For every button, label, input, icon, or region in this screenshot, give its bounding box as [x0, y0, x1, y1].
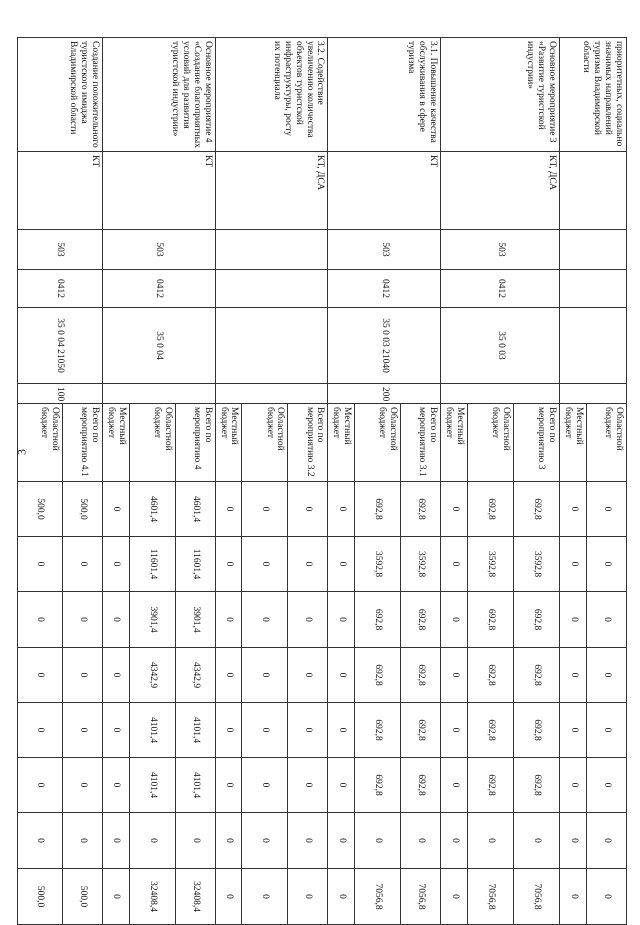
csr-code: 35 0 03 [441, 308, 560, 384]
table-row: Основное мероприятие 3 «Развитие туристской индустрии» КТ, ДСА 503 0412 35 0 03 Всего по мероприятию 3 692,8 3592,8 692,8 692,8 692,8 692,8 0 7056,8 [514, 38, 560, 925]
table-row: Местный бюджет 0 0 0 0 0 0 0 0 [102, 38, 129, 925]
grbs-code: 503 [17, 230, 102, 270]
vr-code [441, 384, 560, 404]
table-row: Областной бюджет 692,8 3592,8 692,8 692,8 692,8 692,8 0 7056,8 [468, 38, 514, 925]
csr-code [215, 308, 328, 384]
rz-code: 0412 [102, 270, 215, 308]
page-number: 3 [14, 449, 29, 455]
csr-code: 35 0 03 21040 [328, 308, 441, 384]
table-row: Местный бюджет 0 0 0 0 0 0 0 0 [215, 38, 242, 925]
executor: КТ, ДСА [215, 152, 328, 230]
table-row: Создание положительного туристского имиджа Владимирской области КТ 503 0412 35 0 04 21050 100 Всего по мероприятию 4.1 500,0 0 0 0 0 0 0 500,0 [62, 38, 102, 925]
rz-code: 0412 [441, 270, 560, 308]
executor: КТ [328, 152, 441, 230]
vr-code: 100 [17, 384, 102, 404]
table-row: Основное мероприятие 4 «Создание благоприятных условий для развития туристской индустрии» КТ 503 0412 35 0 04 Всего по мероприятию 4 4601,4 11601,4 3901,4 4342,9 4101,4 4101,4 0 32408,4 [175, 38, 215, 925]
rz-code: 0412 [17, 270, 102, 308]
funding-source: Областной бюджет [129, 404, 175, 482]
vr-code [215, 384, 328, 404]
table-row: Местный бюджет 0 0 0 0 0 0 0 0 [560, 38, 587, 925]
funding-source: Местный бюджет [328, 404, 355, 482]
funding-source: Областной бюджет [355, 404, 401, 482]
rotated-page [35, 37, 627, 912]
csr-code: 35 0 04 21050 [17, 308, 102, 384]
funding-source: Местный бюджет [441, 404, 468, 482]
funding-source: Всего по мероприятию 4.1 [62, 404, 102, 482]
funding-source: Всего по мероприятию 3 [514, 404, 560, 482]
measure-name: 3.1. Повышение качества обслуживания в сфере туризма [328, 38, 441, 152]
rz-code: 0412 [328, 270, 441, 308]
measure-name: Основное мероприятие 3 «Развитие туристской индустрии» [441, 38, 560, 152]
funding-source: Местный бюджет [215, 404, 242, 482]
funding-source: Всего по мероприятию 3.2 [288, 404, 328, 482]
grbs-code [215, 230, 328, 270]
vr-code: 200 [328, 384, 441, 404]
rz-code [215, 270, 328, 308]
grbs-code: 503 [102, 230, 215, 270]
funding-source: Областной бюджет [17, 404, 62, 482]
table-row: Местный бюджет 0 0 0 0 0 0 0 0 [328, 38, 355, 925]
measure-name: Основное мероприятие 4 «Создание благоприятных условий для развития туристской индустрии» [102, 38, 215, 152]
table-row: 3.1. Повышение качества обслуживания в сфере туризма КТ 503 0412 35 0 03 21040 200 Всего по мероприятию 3.1 692,8 3592,8 692,8 692,8 692,8 692,8 0 7056,8 [401, 38, 441, 925]
executor: КТ [17, 152, 102, 230]
funding-source: Всего по мероприятию 3.1 [401, 404, 441, 482]
measure-name: Создание положительного туристского имиджа Владимирской области [17, 38, 102, 152]
grbs-code: 503 [441, 230, 560, 270]
funding-source: Областной бюджет [587, 404, 627, 482]
executor: КТ, ДСА [441, 152, 560, 230]
table-row: приоритетных, социально значимых направлений туризма Владимирской области Областной бюджет 0 0 0 0 0 0 0 0 [587, 38, 627, 925]
grbs-code: 503 [328, 230, 441, 270]
vr-code [102, 384, 215, 404]
csr-code: 35 0 04 [102, 308, 215, 384]
table-row: Областной бюджет 692,8 3592,8 692,8 692,8 692,8 692,8 0 7056,8 [355, 38, 401, 925]
executor: КТ [102, 152, 215, 230]
funding-source: Областной бюджет [468, 404, 514, 482]
funding-source: Местный бюджет [102, 404, 129, 482]
table-row: Областной бюджет 500,0 0 0 0 0 0 0 500,0 [17, 38, 62, 925]
funding-source: Местный бюджет [560, 404, 587, 482]
table-row: Областной бюджет 4601,4 11601,4 3901,4 4342,9 4101,4 4101,4 0 32408,4 [129, 38, 175, 925]
budget-table [14, 37, 627, 925]
table-row: Местный бюджет 0 0 0 0 0 0 0 0 [441, 38, 468, 925]
table-row: Областной бюджет 0 0 0 0 0 0 0 0 [242, 38, 288, 925]
table-row: 3.2. Содействие увеличению количества объектов туристской инфраструктуры, росту их потенциала КТ, ДСА Всего по мероприятию 3.2 0 0 0 0 0 0 0 0 [288, 38, 328, 925]
measure-name: приоритетных, социально значимых направлений туризма Владимирской области [560, 38, 627, 152]
funding-source: Областной бюджет [242, 404, 288, 482]
funding-source: Всего по мероприятию 4 [175, 404, 215, 482]
measure-name: 3.2. Содействие увеличению количества объектов туристской инфраструктуры, росту их потенциала [215, 38, 328, 152]
